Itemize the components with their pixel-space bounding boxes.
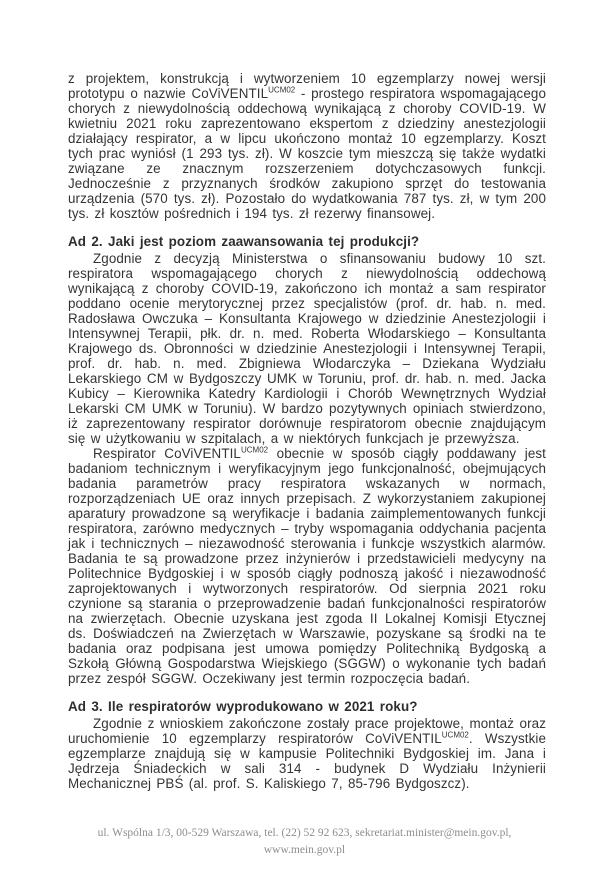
section-heading: Ad 2. Jaki jest poziom zaawansowania tej produkcji? (68, 234, 420, 249)
footer (0, 825, 609, 859)
footer-address-line: ul. Wspólna 1/3, 00-529 Warszawa, tel. (22) 52 92 623, sekretariat.minister@mein.gov.pl, (97, 827, 512, 839)
superscript-product-code: UCM02 (268, 85, 296, 95)
section-heading: Ad 3. Ile respiratorów wyprodukowano w 2021 roku? (68, 699, 418, 714)
paragraph: Respirator CoViVENTIL$^{UCM02}$ obecnie w sposób ciągły poddawany jest badaniom technicznym i weryfikacyjnym jego funkcjonalność, obejmujących badania parametrów pracy respiratora wskazanych w normach, rozporządzeniach UE oraz innych przepisach. Z wykorzystaniem zakupionej aparatury prowadzone są weryfikacje i badania zaimplementowanych funkcji respiratora, zarówno medycznych – tryby wspomagania oddychania pacjenta jak i technicznych – niezawodność sterowania i funkcje wszystkich alarmów. Badania te są prowadzone przez inżynierów i przedstawicieli medycyny na Politechnice Bydgoskiej i w sposób ciągły podnoszą jakość i niezawodność zaprojektowanych i wytworzonych respiratorów. Od sierpnia 2021 roku czynione są starania o przeprowadzenie badań funkcjonalności respiratorów na zwierzętach. Obecnie uzyskana jest zgoda II Lokalnej Komisji Etycznej ds. Doświadczeń na Zwierzętach w Warszawie, pozyskane są środki na te badania oraz podpisana jest umowa pomiędzy Politechniką Bydgoską a Szkołą Główną Gospodarstwa Wiejskiego (SGGW) o wykonanie tych badań przez zespół SGGW. Oczekiwany jest termin rozpoczęcia badań. (68, 445, 546, 686)
paragraph: z projektem, konstrukcją i wytworzeniem 10 egzemplarzy nowej wersji prototypu o nazwie CoViVENTIL$^{UCM02}$ - prostego respiratora wspomagającego chorych z niewydolnością oddechową wynikającą z choroby COVID-19. W kwietniu 2021 roku zaprezentowano ekspertom z dziedziny anestezjologii działający respirator, a w lipcu ukończono montaż 10 egzemplarzy. Koszt tych prac wyniósł (1 293 tys. zł). W koszcie tym mieszczą się także wydatki związane ze znacznym rozszerzeniem dotychczasowych funkcji. Jednocześnie z przyznanych środków zakupiono sprzęt do testowania urządzenia (570 tys. zł). Pozostało do wydatkowania 787 tys. zł, w tym 200 tys. zł kosztów pośrednich i 194 tys. zł rezerwy finansowej. (68, 71, 546, 221)
footer-website-line: www.mein.gov.pl (263, 844, 346, 856)
paragraph: Zgodnie z wnioskiem zakończone zostały prace projektowe, montaż oraz uruchomienie 10 egzemplarzy respiratorów CoViVENTIL$^{UCM02}$. Wszystkie egzemplarze znajdują się w kampusie Politechniki Bydgoskiej im. Jana i Jędrzeja Śniadeckich w sali 314 - budynek D Wydziału Inżynierii Mechanicznej PBŚ (al. prof. S. Kaliskiego 7, 85-796 Bydgoszcz). (68, 716, 546, 791)
superscript-product-code: UCM02 (441, 730, 469, 740)
paragraph: Zgodnie z decyzją Ministerstwa o sfinansowaniu budowy 10 szt. respiratora wspomagającego chorych z niewydolnością oddechową wynikającą z choroby COVID-19, zakończono ich montaż a sam respirator poddano ocenie merytorycznej przez specjalistów (prof. dr. hab. n. med. Radosława Owczuka – Konsultanta Krajowego w dziedzinie Anestezjologii i Intensywnej Terapii, płk. dr. n. med. Roberta Włodarskiego – Konsultanta Krajowego ds. Obronności w dziedzinie Anestezjologii i Intensywnej Terapii, prof. dr. hab. n. med. Zbigniewa Włodarczyka – Dziekana Wydziału Lekarskiego CM w Bydgoszczy UMK w Toruniu, prof. dr. hab. n. med. Jacka Kubicy – Kierownika Katedry Kardiologii i Chorób Wewnętrznych Wydział Lekarski CM UMK w Toruniu). W bardzo pozytywnych opiniach stwierdzono, iż zaprezentowany respirator dorównuje respiratorom obecnie znajdującym się w użytkowaniu w szpitalach, a w niektórych funkcjach je przewyższa. (68, 251, 546, 446)
superscript-product-code: UCM02 (240, 445, 269, 455)
document-blocks (68, 71, 546, 791)
